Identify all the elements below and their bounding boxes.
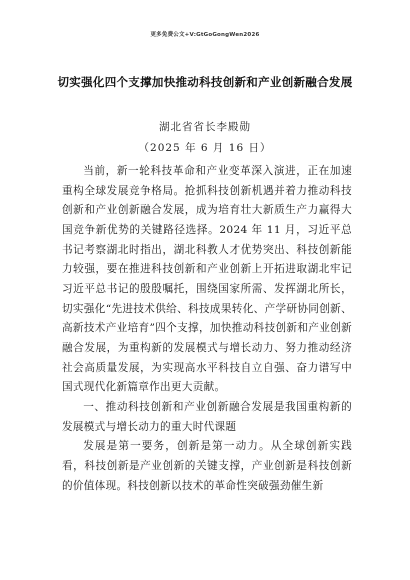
document-date: （2025 年 6 月 16 日）: [138, 142, 272, 154]
document-body: [62, 162, 352, 496]
document-author: 湖北省省长李殿勋: [159, 121, 251, 133]
header-watermark: 更多免费公文+V:GtGoGongWen2026: [150, 32, 260, 38]
document-title: 切实强化四个支撑加快推动科技创新和产业创新融合发展: [57, 75, 353, 89]
body-paragraph: 发展是第一要务，创新是第一动力。从全球创新实践看，科技创新是产业创新的关键支撑，产业创新是科技创新的价值体现。科技创新以技术的革命性突破强劲催生新: [62, 440, 352, 492]
body-paragraph: 当前，新一轮科技革命和产业变革深入演进，正在加速重构全球发展竞争格局。抢抓科技创新机遇并着力推动科技创新和产业创新融合发展，成为培育壮大新质生产力赢得大国竞争新优势的关键路径选择。2024 年 11 月，习近平总书记考察湖北时指出，湖北科教人才优势突出、科技创新能力较强，要在推进科技创新和产业创新上开拓进取湖北牢记习近平总书记的殷殷嘱托，围绕国家所需、发挥湖北所长，切实强化“先进技术供给、科技成果转化、产学研协同创新、高新技术产业培育”四个支撑，加快推动科技创新和产业创新融合发展，为重构新的发展模式与增长动力、努力推动经济社会高质量发展，为实现高水平科技自立自强、奋力谱写中国式现代化新篇章作出更大贡献。: [62, 165, 352, 394]
section-heading: 一、推动科技创新和产业创新融合发展是我国重构新的发展模式与增长动力的重大时代课题: [62, 400, 352, 433]
